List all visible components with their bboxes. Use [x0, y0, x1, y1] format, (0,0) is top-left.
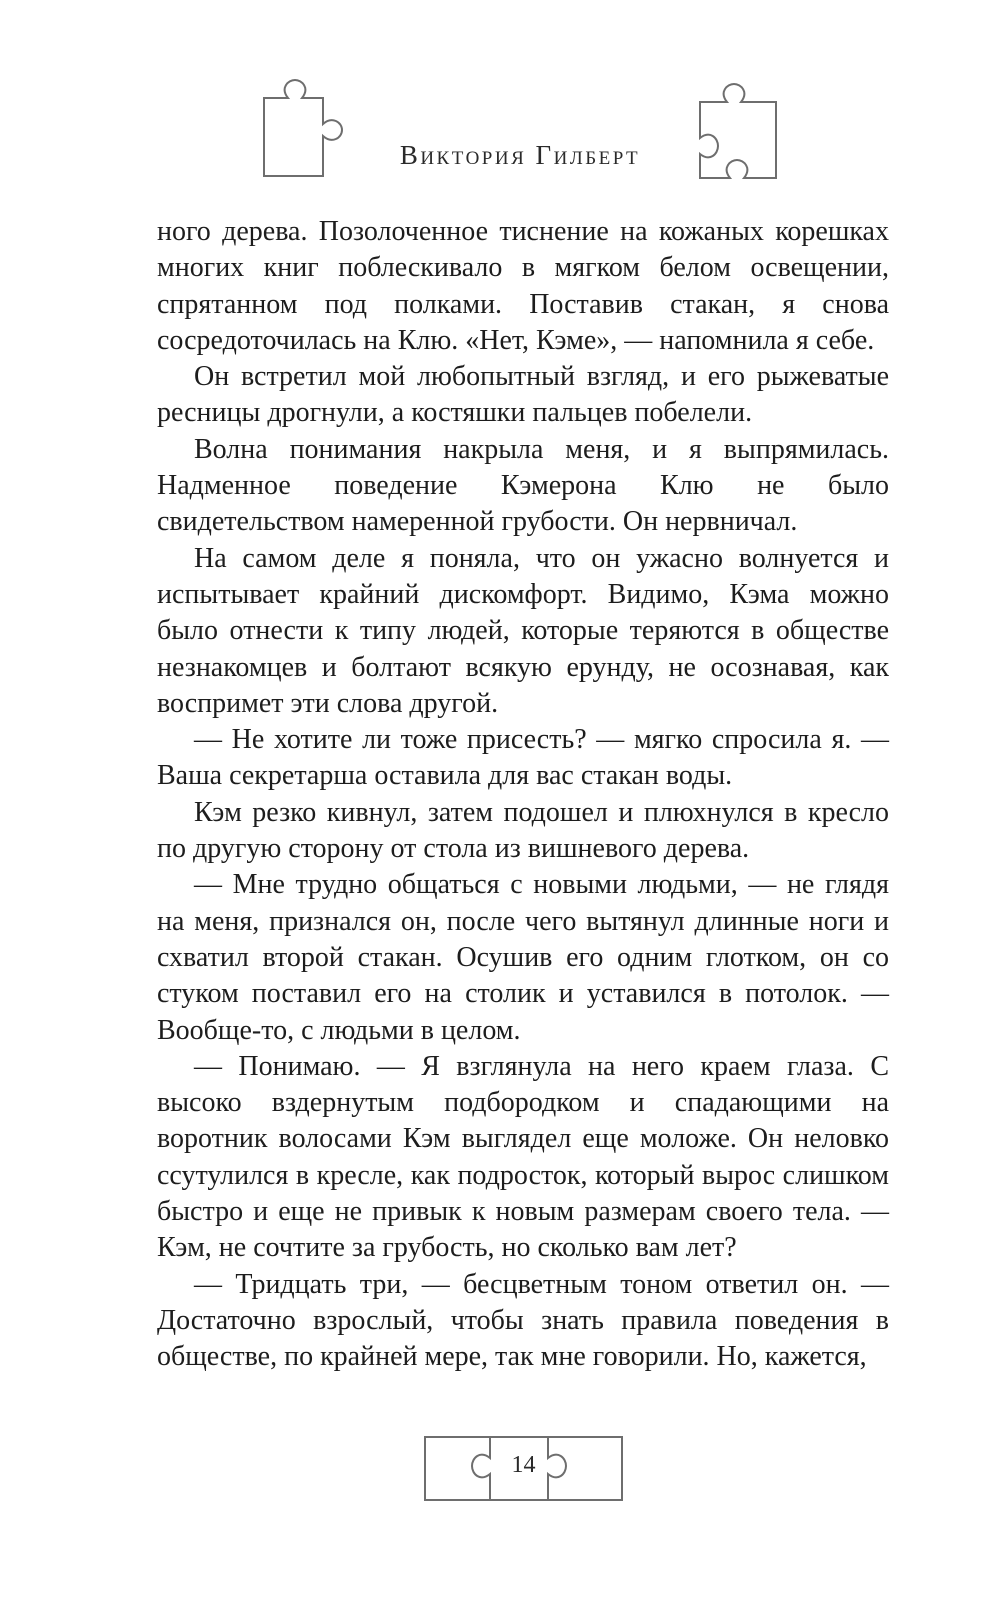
right-puzzle-piece-icon	[692, 82, 778, 180]
paragraph: — Мне трудно общаться с новыми людьми, — не глядя на меня, признался он, после чего вытянул длинные ноги и схватил второй стакан. Осушив его одним глотком, он со стуком поставил его на столик и уставился в потолок. — Вообще-то, с людьми в целом.	[157, 869, 889, 1046]
page-body	[157, 214, 889, 1376]
paragraph: ного дерева. Позолоченное тиснение на кожаных корешках многих книг поблескивало в мягком белом освещении, спрятанном под полками. Поставив стакан, я снова сосредоточилась на Клю. «Нет, Кэме», — напомнила я себе.	[157, 216, 889, 356]
paragraph: — Не хотите ли тоже присесть? — мягко спросила я. — Ваша секретарша оставила для вас стакан воды.	[157, 724, 889, 792]
paragraph: — Тридцать три, — бесцветным тоном ответил он. — Достаточно взрослый, чтобы знать правила поведения в обществе, по крайней мере, так мне говорили. Но, кажется,	[157, 1268, 889, 1373]
page-number: 14	[511, 1452, 536, 1478]
paragraph: На самом деле я поняла, что он ужасно волнуется и испытывает крайний дискомфорт. Видимо, Кэма можно было отнести к типу людей, которые теряются в обществе незнакомцев и болтают всякую ерунду, не осознавая, как воспримет эти слова другой.	[157, 542, 889, 719]
page-footer	[424, 1436, 623, 1501]
running-title: Виктория Гилберт	[399, 140, 641, 170]
paragraph: — Понимаю. — Я взглянула на него краем глаза. С высоко вздернутым подбородком и спадающими на воротник волосами Кэм выглядел еще моложе. Он неловко ссутулился в кресле, как подросток, который вырос слишком быстро и еще не привык к новым размерам своего тела. — Кэм, не сочтите за грубость, но сколько вам лет?	[157, 1050, 889, 1264]
paragraph: Кэм резко кивнул, затем подошел и плюхнулся в кресло по другую сторону от стола из вишневого дерева.	[157, 796, 889, 865]
paragraph: Волна понимания накрыла меня, и я выпрямилась. Надменное поведение Кэмерона Клю не было свидетельством намеренной грубости. Он нервничал.	[157, 433, 889, 538]
paragraph: Он встретил мой любопытный взгляд, и его рыжеватые ресницы дрогнули, а костяшки пальцев побелели.	[157, 361, 889, 429]
